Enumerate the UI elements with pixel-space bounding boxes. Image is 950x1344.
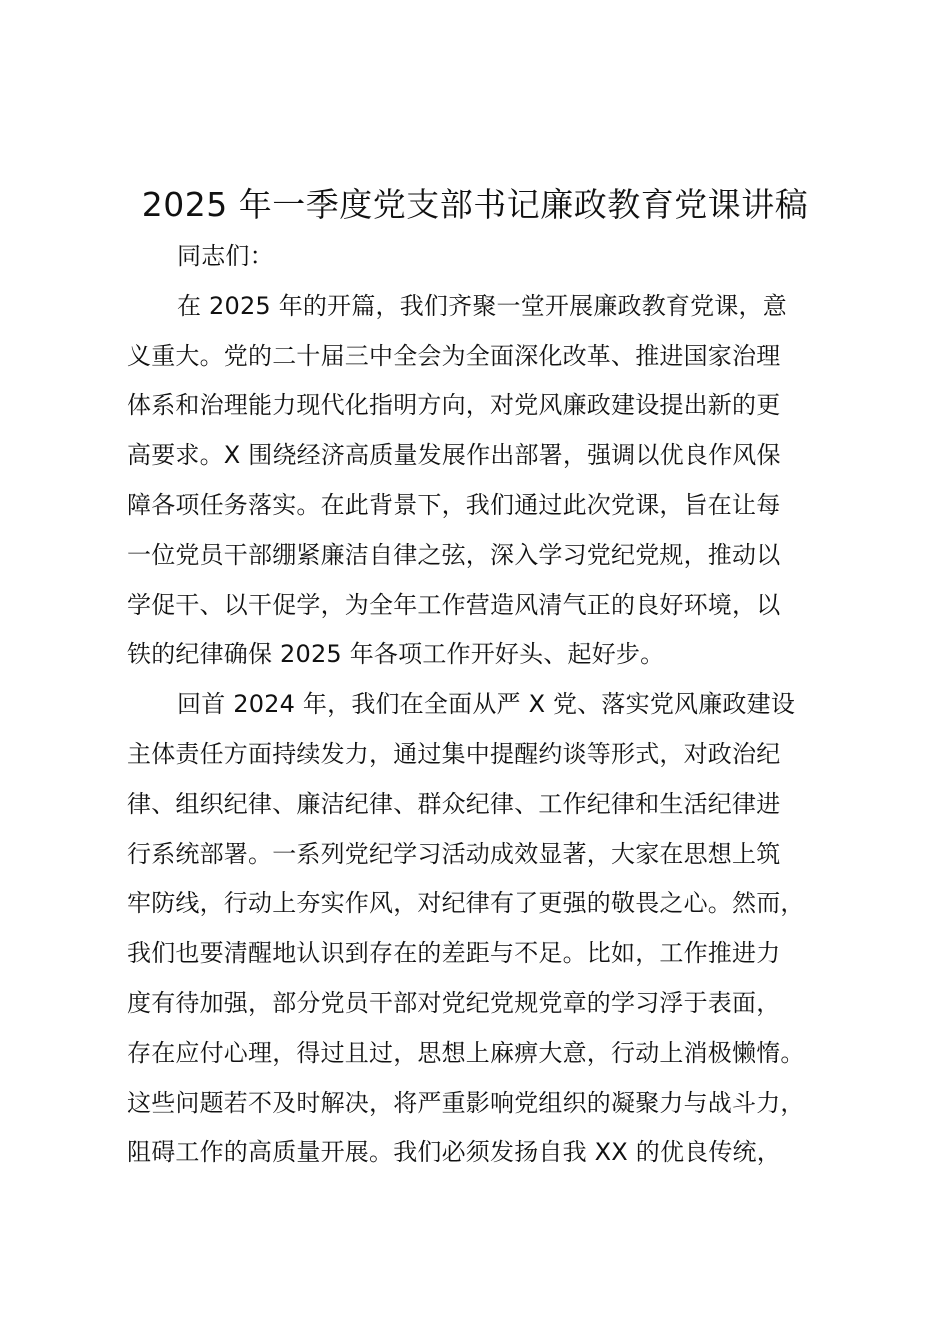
text-line: 一位党员干部绷紧廉洁自律之弦，深入学习党纪党规，推动以 <box>127 540 781 569</box>
text-line: 障各项任务落实。在此背景下，我们通过此次党课，旨在让每 <box>127 490 781 519</box>
text-line: 行系统部署。一系列党纪学习活动成效显著，大家在思想上筑 <box>127 839 781 868</box>
text-line: 存在应付心理，得过且过，思想上麻痹大意，行动上消极懒惰。 <box>127 1038 805 1067</box>
text-line: 主体责任方面持续发力，通过集中提醒约谈等形式，对政治纪 <box>127 739 781 768</box>
text-line: 高要求。X 围绕经济高质量发展作出部署，强调以优良作风保 <box>127 441 781 470</box>
text-line: 在 2025 年的开篇，我们齐聚一堂开展廉政教育党课，意 <box>177 291 787 320</box>
text-line: 度有待加强，部分党员干部对党纪党规党章的学习浮于表面， <box>127 988 781 1017</box>
text-line: 我们也要清醒地认识到存在的差距与不足。比如，工作推进力 <box>127 939 781 968</box>
text-line: 这些问题若不及时解决，将严重影响党组织的凝聚力与战斗力， <box>127 1088 805 1117</box>
text-line: 铁的纪律确保 2025 年各项工作开好头、起好步。 <box>127 640 665 669</box>
text-line: 学促干、以干促学，为全年工作营造风清气正的良好环境，以 <box>127 590 781 619</box>
text-line: 律、组织纪律、廉洁纪律、群众纪律、工作纪律和生活纪律进 <box>127 789 781 818</box>
text-line: 回首 2024 年，我们在全面从严 X 党、落实党风廉政建设 <box>177 690 796 719</box>
text-line: 义重大。党的二十届三中全会为全面深化改革、推进国家治理 <box>127 341 781 370</box>
text-line: 牢防线，行动上夯实作风，对纪律有了更强的敬畏之心。然而， <box>127 889 805 918</box>
text-line: 阻碍工作的高质量开展。我们必须发扬自我 XX 的优良传统， <box>127 1138 781 1167</box>
document-title: 2025 年一季度党支部书记廉政教育党课讲稿 <box>141 185 809 224</box>
text-line: 同志们： <box>177 242 274 270</box>
document-body <box>127 232 837 1178</box>
text-line: 体系和治理能力现代化指明方向，对党风廉政建设提出新的更 <box>127 391 781 420</box>
